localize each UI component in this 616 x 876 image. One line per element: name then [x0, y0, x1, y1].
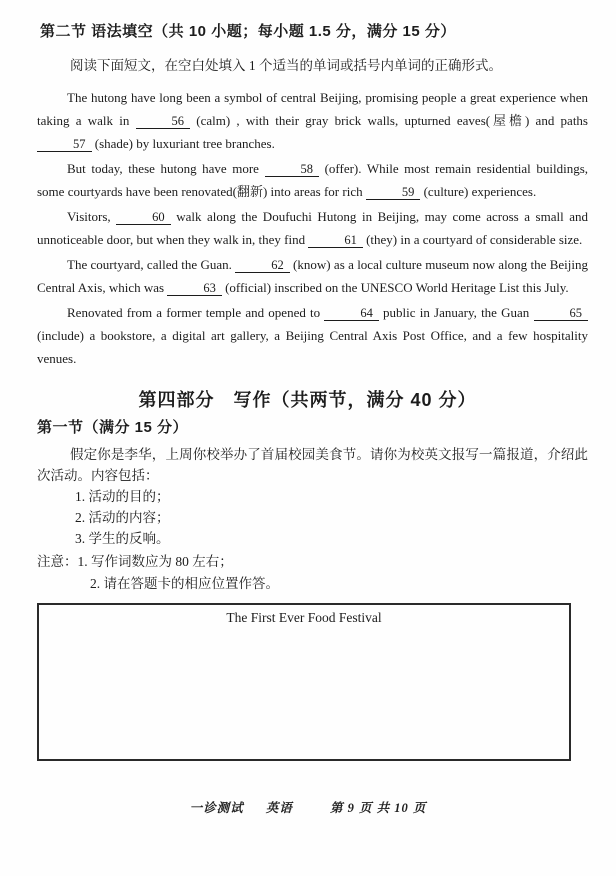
cloze-blank-58: 58 — [265, 162, 320, 177]
writing-prompt: 假定你是李华，上周你校举办了首届校园美食节。请你为校英文报写一篇报道，介绍此次活动。内容包括： — [37, 447, 588, 483]
writing-points-list — [37, 486, 588, 549]
passage-paragraph-2: But today, these hutong have more 58 (offer). While most remain residential buildings, some courtyards have been renovated(翻新) into areas for rich 59 (culture) experiences. — [37, 161, 589, 199]
writing-part-heading: 第四部分 写作（共两节，满分 40 分） — [138, 390, 477, 410]
essay-answer-box — [37, 603, 571, 761]
notes-label: 注意： — [37, 554, 78, 569]
passage-paragraph-4: The courtyard, called the Guan. 62 (know) as a local culture museum now along the Beijing Central Axis, which was 63 (official) inscribed on the UNESCO World Heritage List this July. — [37, 257, 588, 295]
cloze-blank-57: 57 — [37, 137, 92, 152]
writing-point-3: 3. 学生的反响。 — [75, 531, 170, 546]
cloze-blank-62: 62 — [235, 258, 290, 273]
passage-paragraph-1: The hutong have long been a symbol of central Beijing, promising people a great experience when taking a walk in 56 (calm) , with their gray brick walls, upturned eaves(屋檐) and paths 57 (shade) by luxuriant tree branches. — [37, 90, 588, 151]
cloze-blank-64: 64 — [324, 306, 379, 321]
footer-page-info: 第 9 页 共 10 页 — [329, 801, 427, 815]
writing-point-2: 2. 活动的内容； — [75, 510, 170, 525]
page-footer — [0, 798, 616, 816]
essay-box-title: The First Ever Food Festival — [226, 610, 382, 625]
cloze-blank-63: 63 — [167, 281, 222, 296]
writing-point-1: 1. 活动的目的； — [75, 489, 170, 504]
cloze-blank-65: 65 — [534, 306, 589, 321]
grammar-instruction: 阅读下面短文，在空白处填入 1 个适当的单词或括号内单词的正确形式。 — [70, 58, 502, 73]
cloze-blank-56: 56 — [136, 114, 191, 129]
writing-note-1 — [37, 551, 588, 573]
cloze-passage — [37, 86, 588, 370]
cloze-blank-59: 59 — [366, 185, 421, 200]
cloze-blank-60: 60 — [116, 210, 171, 225]
passage-paragraph-3: Visitors, 60 walk along the Doufuchi Hutong in Beijing, may come across a small and unnoticeable door, but when they walk in, they find 61 (they) in a courtyard of considerable size. — [37, 209, 589, 247]
writing-notes — [37, 551, 588, 595]
grammar-section-heading: 第二节 语法填空（共 10 小题；每小题 1.5 分，满分 15 分） — [40, 23, 456, 40]
footer-subject: 英语 — [265, 801, 293, 815]
writing-note-2: 2. 请在答题卡的相应位置作答。 — [90, 576, 279, 591]
passage-paragraph-5: Renovated from a former temple and opened to 64 public in January, the Guan 65 (include) a bookstore, a digital art gallery, a Beijing Central Axis Post Office, and a few hospitality venues. — [37, 305, 588, 366]
writing-section-heading: 第一节（满分 15 分） — [37, 419, 189, 436]
cloze-blank-61: 61 — [308, 233, 363, 248]
footer-exam-name: 一诊测试 — [189, 801, 244, 815]
note-1-text: 1. 写作词数应为 80 左右； — [77, 554, 233, 569]
